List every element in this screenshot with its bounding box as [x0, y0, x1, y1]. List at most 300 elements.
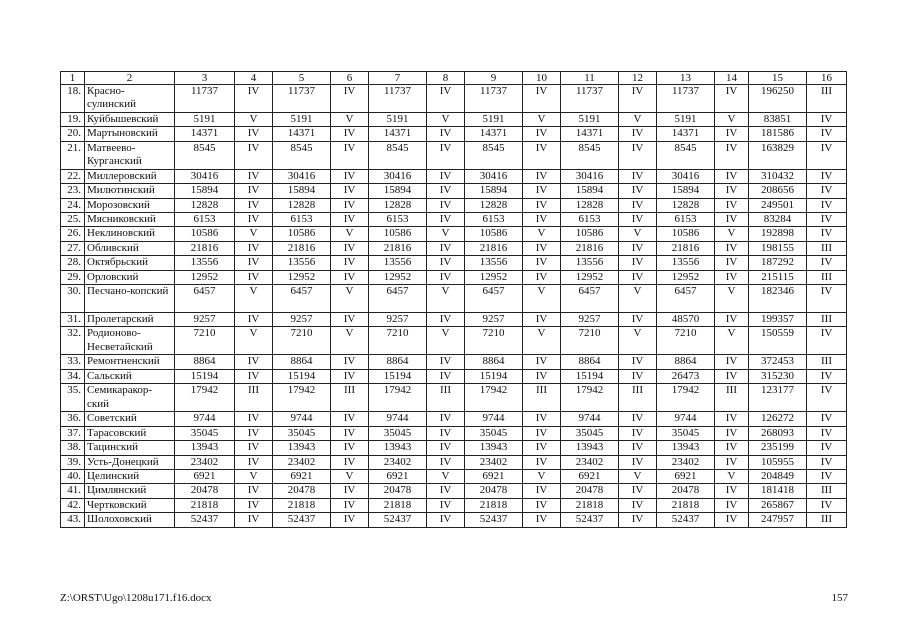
row-number-cell: 41. [61, 484, 85, 498]
value-cell: 21816 [465, 241, 523, 255]
category-cell: IV [523, 256, 561, 270]
category-cell: IV [715, 141, 749, 169]
category-cell: IV [523, 85, 561, 113]
table-row [61, 513, 847, 527]
value-cell: 9257 [175, 313, 235, 327]
value-cell: 9257 [465, 313, 523, 327]
category-cell: IV [619, 455, 657, 469]
value-cell: 15894 [175, 184, 235, 198]
category-cell: IV [807, 184, 847, 198]
category-cell: IV [331, 355, 369, 369]
category-cell: IV [331, 455, 369, 469]
district-name-cell: Шолоховский [85, 513, 175, 527]
table-row [61, 227, 847, 241]
category-cell: IV [235, 241, 273, 255]
category-cell: V [331, 285, 369, 313]
value-cell: 13556 [175, 256, 235, 270]
category-cell: IV [715, 270, 749, 284]
category-cell: V [523, 227, 561, 241]
category-cell: IV [619, 484, 657, 498]
value-cell: 13943 [561, 441, 619, 455]
category-cell: IV [619, 184, 657, 198]
value-cell: 198155 [749, 241, 807, 255]
value-cell: 8545 [273, 141, 331, 169]
category-cell: V [619, 469, 657, 483]
category-cell: IV [331, 213, 369, 227]
category-cell: IV [619, 426, 657, 440]
value-cell: 265867 [749, 498, 807, 512]
row-number-cell: 25. [61, 213, 85, 227]
value-cell: 268093 [749, 426, 807, 440]
value-cell: 13556 [273, 256, 331, 270]
table-row [61, 384, 847, 412]
category-cell: IV [807, 169, 847, 183]
category-cell: IV [715, 484, 749, 498]
value-cell: 20478 [273, 484, 331, 498]
value-cell: 9744 [657, 412, 715, 426]
row-number-cell: 35. [61, 384, 85, 412]
value-cell: 181586 [749, 127, 807, 141]
category-cell: IV [619, 141, 657, 169]
row-number-cell: 31. [61, 313, 85, 327]
category-cell: V [331, 469, 369, 483]
category-cell: IV [235, 455, 273, 469]
value-cell: 6153 [175, 213, 235, 227]
value-cell: 13943 [657, 441, 715, 455]
value-cell: 7210 [175, 327, 235, 355]
category-cell: IV [807, 441, 847, 455]
value-cell: 6153 [657, 213, 715, 227]
value-cell: 13943 [175, 441, 235, 455]
category-cell: IV [427, 369, 465, 383]
category-cell: IV [619, 313, 657, 327]
value-cell: 10586 [273, 227, 331, 241]
value-cell: 187292 [749, 256, 807, 270]
value-cell: 8545 [175, 141, 235, 169]
category-cell: V [715, 227, 749, 241]
category-cell: IV [523, 141, 561, 169]
value-cell: 15894 [369, 184, 427, 198]
value-cell: 9257 [561, 313, 619, 327]
value-cell: 21818 [561, 498, 619, 512]
district-name-cell: Октябрьский [85, 256, 175, 270]
value-cell: 13556 [657, 256, 715, 270]
district-name-cell: Милютинский [85, 184, 175, 198]
category-cell: IV [427, 412, 465, 426]
category-cell: V [427, 469, 465, 483]
category-cell: IV [523, 184, 561, 198]
category-cell: III [715, 384, 749, 412]
category-cell: III [807, 484, 847, 498]
category-cell: III [619, 384, 657, 412]
category-cell: V [427, 113, 465, 127]
value-cell: 8864 [273, 355, 331, 369]
value-cell: 6921 [465, 469, 523, 483]
value-cell: 23402 [273, 455, 331, 469]
value-cell: 35045 [657, 426, 715, 440]
value-cell: 6457 [273, 285, 331, 313]
column-header-16: 16 [807, 72, 847, 85]
value-cell: 15194 [561, 369, 619, 383]
value-cell: 21818 [273, 498, 331, 512]
value-cell: 7210 [369, 327, 427, 355]
value-cell: 7210 [561, 327, 619, 355]
value-cell: 30416 [561, 169, 619, 183]
value-cell: 6457 [465, 285, 523, 313]
row-number-cell: 20. [61, 127, 85, 141]
category-cell: IV [807, 369, 847, 383]
category-cell: IV [235, 198, 273, 212]
value-cell: 9257 [273, 313, 331, 327]
value-cell: 5191 [369, 113, 427, 127]
table-row [61, 484, 847, 498]
value-cell: 23402 [561, 455, 619, 469]
value-cell: 6153 [561, 213, 619, 227]
row-number-cell: 34. [61, 369, 85, 383]
table-header [61, 72, 847, 85]
category-cell: IV [715, 513, 749, 527]
category-cell: IV [427, 355, 465, 369]
value-cell: 12828 [273, 198, 331, 212]
value-cell: 35045 [273, 426, 331, 440]
category-cell: IV [715, 241, 749, 255]
value-cell: 52437 [465, 513, 523, 527]
value-cell: 21818 [465, 498, 523, 512]
value-cell: 52437 [657, 513, 715, 527]
table-row [61, 498, 847, 512]
table-row [61, 355, 847, 369]
column-header-5: 5 [273, 72, 331, 85]
value-cell: 52437 [561, 513, 619, 527]
table-row [61, 412, 847, 426]
value-cell: 182346 [749, 285, 807, 313]
footer-file-path: Z:\ORST\Ugo\1208u171.f16.docx [60, 592, 212, 604]
category-cell: IV [619, 412, 657, 426]
category-cell: IV [427, 513, 465, 527]
value-cell: 310432 [749, 169, 807, 183]
category-cell: IV [807, 198, 847, 212]
value-cell: 5191 [465, 113, 523, 127]
table-row [61, 313, 847, 327]
value-cell: 26473 [657, 369, 715, 383]
district-name-cell: Ремонтненский [85, 355, 175, 369]
category-cell: IV [523, 441, 561, 455]
district-name-cell: Тарасовский [85, 426, 175, 440]
value-cell: 15894 [273, 184, 331, 198]
value-cell: 17942 [369, 384, 427, 412]
table-row [61, 184, 847, 198]
category-cell: IV [235, 313, 273, 327]
district-name-cell: Миллеровский [85, 169, 175, 183]
value-cell: 5191 [273, 113, 331, 127]
value-cell: 12828 [369, 198, 427, 212]
row-number-cell: 30. [61, 285, 85, 313]
category-cell: IV [331, 169, 369, 183]
value-cell: 196250 [749, 85, 807, 113]
category-cell: IV [619, 198, 657, 212]
value-cell: 247957 [749, 513, 807, 527]
category-cell: IV [427, 127, 465, 141]
value-cell: 12952 [561, 270, 619, 284]
category-cell: IV [235, 184, 273, 198]
category-cell: IV [235, 127, 273, 141]
value-cell: 9744 [273, 412, 331, 426]
category-cell: IV [331, 513, 369, 527]
category-cell: IV [523, 426, 561, 440]
value-cell: 30416 [465, 169, 523, 183]
category-cell: IV [715, 198, 749, 212]
value-cell: 35045 [369, 426, 427, 440]
value-cell: 7210 [465, 327, 523, 355]
category-cell: IV [715, 184, 749, 198]
table-row [61, 127, 847, 141]
value-cell: 8864 [561, 355, 619, 369]
category-cell: IV [331, 412, 369, 426]
district-name-cell: Цимлянский [85, 484, 175, 498]
table-row [61, 426, 847, 440]
value-cell: 8545 [465, 141, 523, 169]
value-cell: 17942 [465, 384, 523, 412]
category-cell: IV [523, 127, 561, 141]
row-number-cell: 38. [61, 441, 85, 455]
table-row [61, 169, 847, 183]
value-cell: 15194 [273, 369, 331, 383]
category-cell: IV [427, 85, 465, 113]
column-header-9: 9 [465, 72, 523, 85]
value-cell: 5191 [175, 113, 235, 127]
category-cell: IV [807, 412, 847, 426]
category-cell: IV [331, 484, 369, 498]
value-cell: 8545 [561, 141, 619, 169]
value-cell: 9744 [369, 412, 427, 426]
data-table [60, 71, 847, 528]
category-cell: IV [235, 498, 273, 512]
category-cell: IV [235, 270, 273, 284]
category-cell: V [715, 113, 749, 127]
category-cell: IV [331, 498, 369, 512]
category-cell: IV [807, 113, 847, 127]
category-cell: IV [715, 355, 749, 369]
value-cell: 215115 [749, 270, 807, 284]
category-cell: IV [715, 127, 749, 141]
category-cell: IV [619, 127, 657, 141]
row-number-cell: 42. [61, 498, 85, 512]
district-name-cell: Матвеево-Курганский [85, 141, 175, 169]
value-cell: 23402 [657, 455, 715, 469]
category-cell: III [807, 241, 847, 255]
value-cell: 249501 [749, 198, 807, 212]
category-cell: V [523, 285, 561, 313]
category-cell: IV [619, 85, 657, 113]
category-cell: IV [807, 498, 847, 512]
category-cell: IV [235, 412, 273, 426]
table-row [61, 141, 847, 169]
value-cell: 21816 [273, 241, 331, 255]
row-number-cell: 39. [61, 455, 85, 469]
value-cell: 30416 [657, 169, 715, 183]
value-cell: 35045 [465, 426, 523, 440]
value-cell: 8545 [657, 141, 715, 169]
category-cell: IV [427, 198, 465, 212]
table-row [61, 455, 847, 469]
district-name-cell: Песчано-копский [85, 285, 175, 313]
value-cell: 5191 [561, 113, 619, 127]
category-cell: IV [807, 426, 847, 440]
value-cell: 23402 [465, 455, 523, 469]
value-cell: 9257 [369, 313, 427, 327]
value-cell: 10586 [175, 227, 235, 241]
category-cell: IV [427, 455, 465, 469]
value-cell: 12952 [369, 270, 427, 284]
header-row [61, 72, 847, 85]
value-cell: 48570 [657, 313, 715, 327]
value-cell: 6153 [273, 213, 331, 227]
value-cell: 35045 [175, 426, 235, 440]
category-cell: V [331, 113, 369, 127]
value-cell: 8864 [657, 355, 715, 369]
value-cell: 11737 [657, 85, 715, 113]
category-cell: V [523, 327, 561, 355]
category-cell: IV [235, 484, 273, 498]
value-cell: 14371 [561, 127, 619, 141]
category-cell: IV [235, 369, 273, 383]
column-header-1: 1 [61, 72, 85, 85]
value-cell: 12828 [657, 198, 715, 212]
value-cell: 12952 [657, 270, 715, 284]
value-cell: 235199 [749, 441, 807, 455]
category-cell: III [807, 355, 847, 369]
row-number-cell: 40. [61, 469, 85, 483]
category-cell: IV [235, 256, 273, 270]
row-number-cell: 33. [61, 355, 85, 369]
value-cell: 20478 [561, 484, 619, 498]
category-cell: IV [523, 498, 561, 512]
category-cell: IV [807, 127, 847, 141]
category-cell: IV [523, 241, 561, 255]
district-name-cell: Родионово-Несветайский [85, 327, 175, 355]
value-cell: 12952 [273, 270, 331, 284]
value-cell: 6153 [369, 213, 427, 227]
category-cell: IV [715, 313, 749, 327]
value-cell: 83851 [749, 113, 807, 127]
value-cell: 11737 [369, 85, 427, 113]
value-cell: 192898 [749, 227, 807, 241]
value-cell: 199357 [749, 313, 807, 327]
value-cell: 17942 [561, 384, 619, 412]
value-cell: 30416 [175, 169, 235, 183]
table-row [61, 241, 847, 255]
value-cell: 14371 [273, 127, 331, 141]
category-cell: V [523, 469, 561, 483]
district-name-cell: Семикаракор-ский [85, 384, 175, 412]
column-header-11: 11 [561, 72, 619, 85]
table-row [61, 327, 847, 355]
category-cell: IV [715, 85, 749, 113]
column-header-13: 13 [657, 72, 715, 85]
category-cell: IV [331, 184, 369, 198]
value-cell: 6457 [369, 285, 427, 313]
district-name-cell: Красно-сулинский [85, 85, 175, 113]
value-cell: 35045 [561, 426, 619, 440]
category-cell: IV [807, 213, 847, 227]
category-cell: IV [807, 285, 847, 313]
row-number-cell: 36. [61, 412, 85, 426]
row-number-cell: 37. [61, 426, 85, 440]
district-name-cell: Целинский [85, 469, 175, 483]
row-number-cell: 43. [61, 513, 85, 527]
value-cell: 20478 [175, 484, 235, 498]
value-cell: 52437 [369, 513, 427, 527]
category-cell: IV [235, 141, 273, 169]
category-cell: V [427, 227, 465, 241]
category-cell: IV [715, 169, 749, 183]
category-cell: V [235, 285, 273, 313]
category-cell: III [807, 85, 847, 113]
district-name-cell: Усть-Донецкий [85, 455, 175, 469]
category-cell: IV [807, 469, 847, 483]
category-cell: IV [331, 270, 369, 284]
category-cell: IV [427, 270, 465, 284]
value-cell: 30416 [273, 169, 331, 183]
value-cell: 10586 [657, 227, 715, 241]
value-cell: 21816 [369, 241, 427, 255]
value-cell: 20478 [657, 484, 715, 498]
category-cell: III [331, 384, 369, 412]
category-cell: IV [523, 198, 561, 212]
category-cell: IV [715, 455, 749, 469]
district-name-cell: Обливский [85, 241, 175, 255]
category-cell: IV [523, 270, 561, 284]
district-name-cell: Пролетарский [85, 313, 175, 327]
category-cell: IV [427, 141, 465, 169]
category-cell: IV [715, 412, 749, 426]
table-row [61, 256, 847, 270]
table-row [61, 213, 847, 227]
category-cell: IV [427, 498, 465, 512]
value-cell: 21818 [369, 498, 427, 512]
value-cell: 13556 [465, 256, 523, 270]
district-name-cell: Чертковский [85, 498, 175, 512]
value-cell: 10586 [465, 227, 523, 241]
table-row [61, 270, 847, 284]
value-cell: 123177 [749, 384, 807, 412]
category-cell: IV [619, 270, 657, 284]
value-cell: 15894 [465, 184, 523, 198]
category-cell: IV [715, 213, 749, 227]
category-cell: IV [523, 412, 561, 426]
row-number-cell: 23. [61, 184, 85, 198]
value-cell: 10586 [369, 227, 427, 241]
category-cell: IV [331, 313, 369, 327]
row-number-cell: 32. [61, 327, 85, 355]
column-header-12: 12 [619, 72, 657, 85]
value-cell: 17942 [273, 384, 331, 412]
category-cell: IV [619, 513, 657, 527]
value-cell: 11737 [465, 85, 523, 113]
category-cell: IV [715, 426, 749, 440]
value-cell: 9744 [175, 412, 235, 426]
column-header-6: 6 [331, 72, 369, 85]
category-cell: IV [427, 213, 465, 227]
category-cell: V [427, 285, 465, 313]
value-cell: 13556 [561, 256, 619, 270]
table-row [61, 85, 847, 113]
category-cell: IV [619, 213, 657, 227]
column-header-3: 3 [175, 72, 235, 85]
value-cell: 10586 [561, 227, 619, 241]
value-cell: 23402 [369, 455, 427, 469]
category-cell: IV [427, 484, 465, 498]
